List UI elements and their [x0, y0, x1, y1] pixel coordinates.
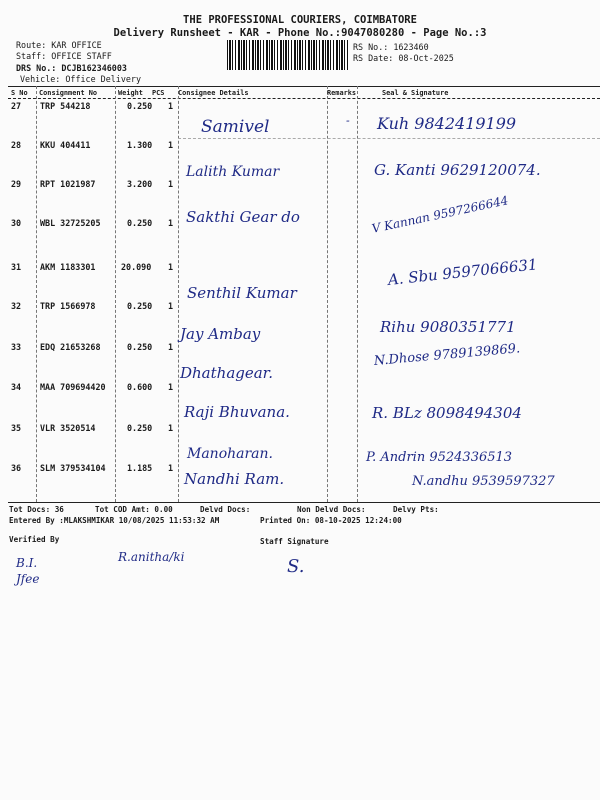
col-header-seal: Seal & Signature — [382, 89, 449, 97]
row-consignment-no: TRP 1566978 — [40, 301, 96, 311]
row-consignee: Senthil Kumar — [187, 284, 297, 302]
row-weight: 20.090 — [121, 262, 152, 272]
runsheet-subtitle: Delivery Runsheet - KAR - Phone No.:9047080280 - Page No.:3 — [113, 27, 487, 39]
row-pcs: 1 — [168, 101, 174, 111]
column-divider — [178, 86, 179, 502]
table-bottom-rule — [8, 502, 600, 503]
col-header-consignee: Consignee Details — [178, 89, 249, 97]
row-consignee: Samivel — [201, 117, 270, 137]
row-consignment-no: SLM 379534104 — [40, 463, 106, 473]
verified-by-label: Verified By — [9, 535, 60, 544]
verified-signature: R.anitha/ki — [118, 550, 185, 564]
column-divider — [327, 86, 328, 502]
col-header-consignment: Consignment No — [39, 89, 98, 97]
row-consignee: Dhathagear. — [180, 364, 273, 382]
row-weight: 0.250 — [127, 342, 153, 352]
row-pcs: 1 — [168, 179, 174, 189]
delivery-points: Delvy Pts: — [393, 505, 439, 514]
row-sno: 27 — [11, 101, 22, 111]
row-consignment-no: KKU 404411 — [40, 140, 91, 150]
row-weight: 1.185 — [127, 463, 153, 473]
row-pcs: 1 — [168, 301, 174, 311]
drs-number: DRS No.: DCJB162346003 — [16, 63, 127, 73]
barcode — [227, 40, 349, 70]
row-consignee: Sakthi Gear do — [186, 208, 300, 226]
row-consignee: Jay Ambay — [180, 325, 261, 343]
row-consignee: Nandhi Ram. — [184, 470, 285, 488]
col-header-pcs: PCS — [152, 89, 165, 97]
total-docs: Tot Docs: 36 — [9, 505, 64, 514]
row-consignment-no: AKM 1183301 — [40, 262, 96, 272]
row-consignment-no: EDQ 21653268 — [40, 342, 101, 352]
column-divider — [36, 86, 37, 502]
row-consignee: Manoharan. — [187, 446, 273, 462]
row-sno: 36 — [11, 463, 22, 473]
row-weight: 0.250 — [127, 301, 153, 311]
table-header-rule — [8, 98, 600, 99]
row-sno: 35 — [11, 423, 22, 433]
col-header-weight: Weight — [118, 89, 143, 97]
row-weight: 0.250 — [127, 101, 153, 111]
row-sno: 32 — [11, 301, 22, 311]
staff-signature-label: Staff Signature — [260, 537, 329, 546]
printed-on: Printed On: 08-10-2025 12:24:00 — [260, 516, 402, 525]
delivered-docs: Delvd Docs: — [200, 505, 251, 514]
row-remark: - — [346, 114, 350, 127]
row-seal-signature: P. Andrin 9524336513 — [366, 450, 513, 465]
row-pcs: 1 — [168, 463, 174, 473]
staff-label: Staff: OFFICE STAFF — [16, 51, 112, 61]
row-pcs: 1 — [168, 218, 174, 228]
company-title: THE PROFESSIONAL COURIERS, COIMBATORE — [183, 14, 417, 26]
row-sno: 30 — [11, 218, 22, 228]
row-consignee: Lalith Kumar — [186, 164, 280, 180]
route-label: Route: KAR OFFICE — [16, 40, 102, 50]
vehicle-label: Vehicle: Office Delivery — [20, 74, 142, 84]
column-divider — [357, 86, 358, 502]
row-seal-signature: N.Dhose 9789139869. — [373, 341, 521, 369]
row-seal-signature: G. Kanti 9629120074. — [374, 161, 541, 179]
row-seal-signature: V Kannan 9597266644 — [370, 193, 510, 236]
row-weight: 1.300 — [127, 140, 153, 150]
row-consignment-no: VLR 3520514 — [40, 423, 96, 433]
rs-date: RS Date: 08-Oct-2025 — [353, 53, 454, 63]
col-header-remarks: Remarks — [327, 89, 357, 97]
row-pcs: 1 — [168, 423, 174, 433]
row-pcs: 1 — [168, 140, 174, 150]
row-consignment-no: RPT 1021987 — [40, 179, 96, 189]
non-delivered-docs: Non Delvd Docs: — [297, 505, 366, 514]
row-sno: 34 — [11, 382, 22, 392]
row-weight: 0.250 — [127, 218, 153, 228]
row-consignment-no: TRP 544218 — [40, 101, 91, 111]
row-seal-signature: Kuh 9842419199 — [377, 114, 517, 133]
row-consignee: Raji Bhuvana. — [184, 403, 290, 421]
row-sno: 33 — [11, 342, 22, 352]
row-pcs: 1 — [168, 342, 174, 352]
verified-mark: B.I. Jfee — [16, 556, 40, 586]
row-pcs: 1 — [168, 382, 174, 392]
row-seal-signature: R. BLz 8098494304 — [372, 404, 522, 422]
total-cod-amount: Tot COD Amt: 0.00 — [95, 505, 173, 514]
col-header-sno: S No — [11, 89, 28, 97]
row-seal-signature: A. Sbu 9597066631 — [387, 255, 539, 289]
column-divider — [115, 86, 116, 502]
row-pcs: 1 — [168, 262, 174, 272]
row-seal-signature: Rihu 9080351771 — [380, 318, 516, 336]
row-consignment-no: MAA 709694420 — [40, 382, 106, 392]
table-top-rule — [8, 86, 600, 87]
row-separator — [178, 138, 600, 139]
rs-number: RS No.: 1623460 — [353, 42, 429, 52]
row-consignment-no: WBL 32725205 — [40, 218, 101, 228]
entered-by: Entered By :MLAKSHMIKAR 10/08/2025 11:53:32 AM — [9, 516, 220, 525]
row-weight: 0.600 — [127, 382, 153, 392]
row-sno: 28 — [11, 140, 22, 150]
row-sno: 31 — [11, 262, 22, 272]
row-sno: 29 — [11, 179, 22, 189]
row-weight: 0.250 — [127, 423, 153, 433]
staff-signature-mark: S. — [287, 556, 305, 577]
row-weight: 3.200 — [127, 179, 153, 189]
row-seal-signature: N.andhu 9539597327 — [412, 474, 555, 489]
